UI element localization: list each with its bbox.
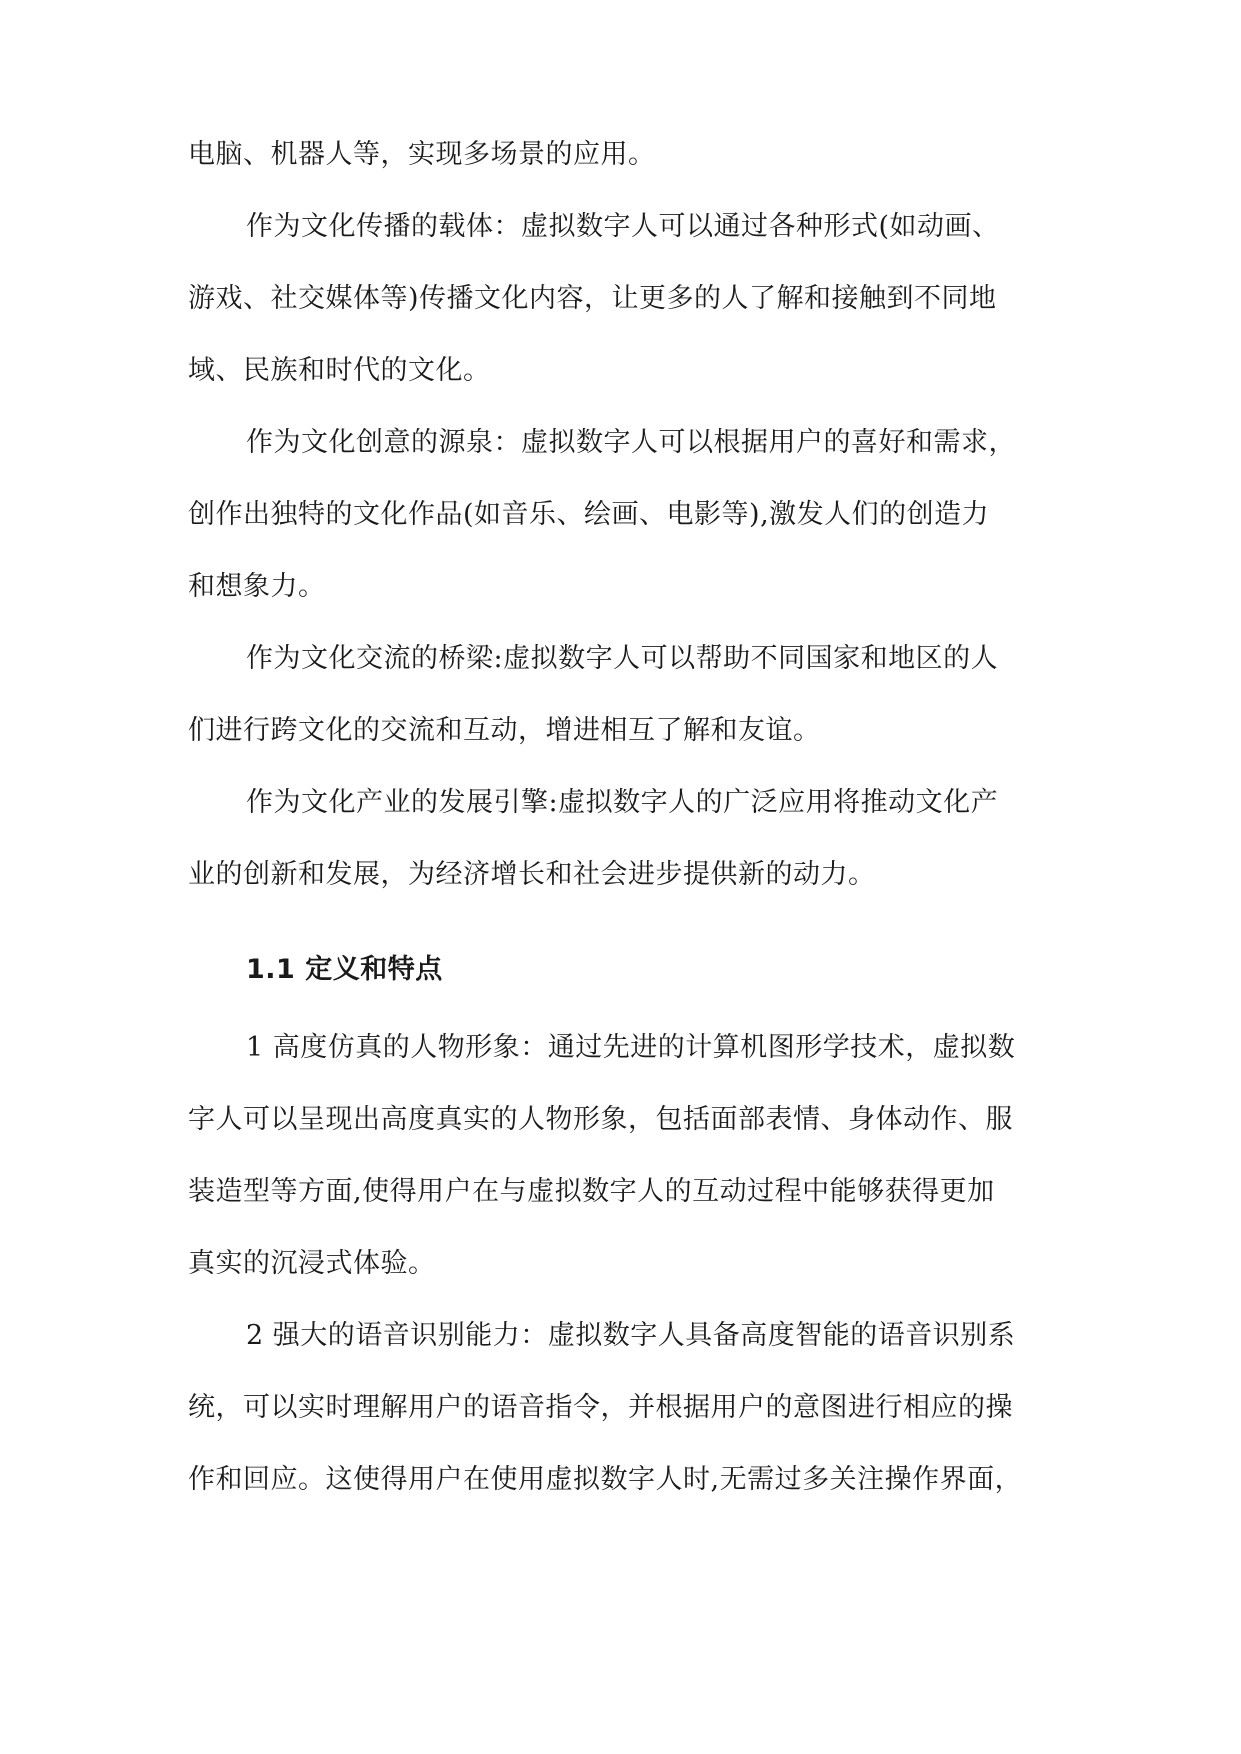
paragraph-line: 域、民族和时代的文化。 [188, 355, 491, 386]
paragraph-line: 统，可以实时理解用户的语音指令，并根据用户的意图进行相应的操 [188, 1392, 1013, 1423]
paragraph-line: 作和回应。这使得用户在使用虚拟数字人时,无需过多关注操作界面， [188, 1464, 1023, 1495]
paragraph-line: 字人可以呈现出高度真实的人物形象，包括面部表情、身体动作、服 [188, 1104, 1013, 1135]
paragraph-line: 和想象力。 [188, 571, 326, 602]
paragraph-line: 们进行跨文化的交流和互动，增进相互了解和友谊。 [188, 715, 821, 746]
paragraph-line: 1 高度仿真的人物形象：通过先进的计算机图形学技术，虚拟数 [246, 1032, 1016, 1063]
section-heading: 1.1 定义和特点 [246, 954, 443, 985]
paragraph-line: 业的创新和发展，为经济增长和社会进步提供新的动力。 [188, 859, 876, 890]
paragraph-line: 创作出独特的文化作品(如音乐、绘画、电影等),激发人们的创造力 [188, 499, 990, 530]
paragraph-line: 电脑、机器人等，实现多场景的应用。 [188, 139, 656, 170]
paragraph-line: 作为文化创意的源泉：虚拟数字人可以根据用户的喜好和需求， [246, 427, 1016, 458]
paragraph-line: 2 强大的语音识别能力：虚拟数字人具备高度智能的语音识别系 [246, 1320, 1016, 1351]
paragraph-line: 作为文化传播的载体：虚拟数字人可以通过各种形式(如动画、 [246, 211, 1000, 242]
paragraph-line: 作为文化产业的发展引擎:虚拟数字人的广泛应用将推动文化产 [246, 787, 999, 818]
paragraph-line: 作为文化交流的桥梁:虚拟数字人可以帮助不同国家和地区的人 [246, 643, 999, 674]
paragraph-line: 装造型等方面,使得用户在与虚拟数字人的互动过程中能够获得更加 [188, 1176, 995, 1207]
paragraph-line: 游戏、社交媒体等)传播文化内容，让更多的人了解和接触到不同地 [188, 283, 997, 314]
paragraph-line: 真实的沉浸式体验。 [188, 1248, 436, 1279]
